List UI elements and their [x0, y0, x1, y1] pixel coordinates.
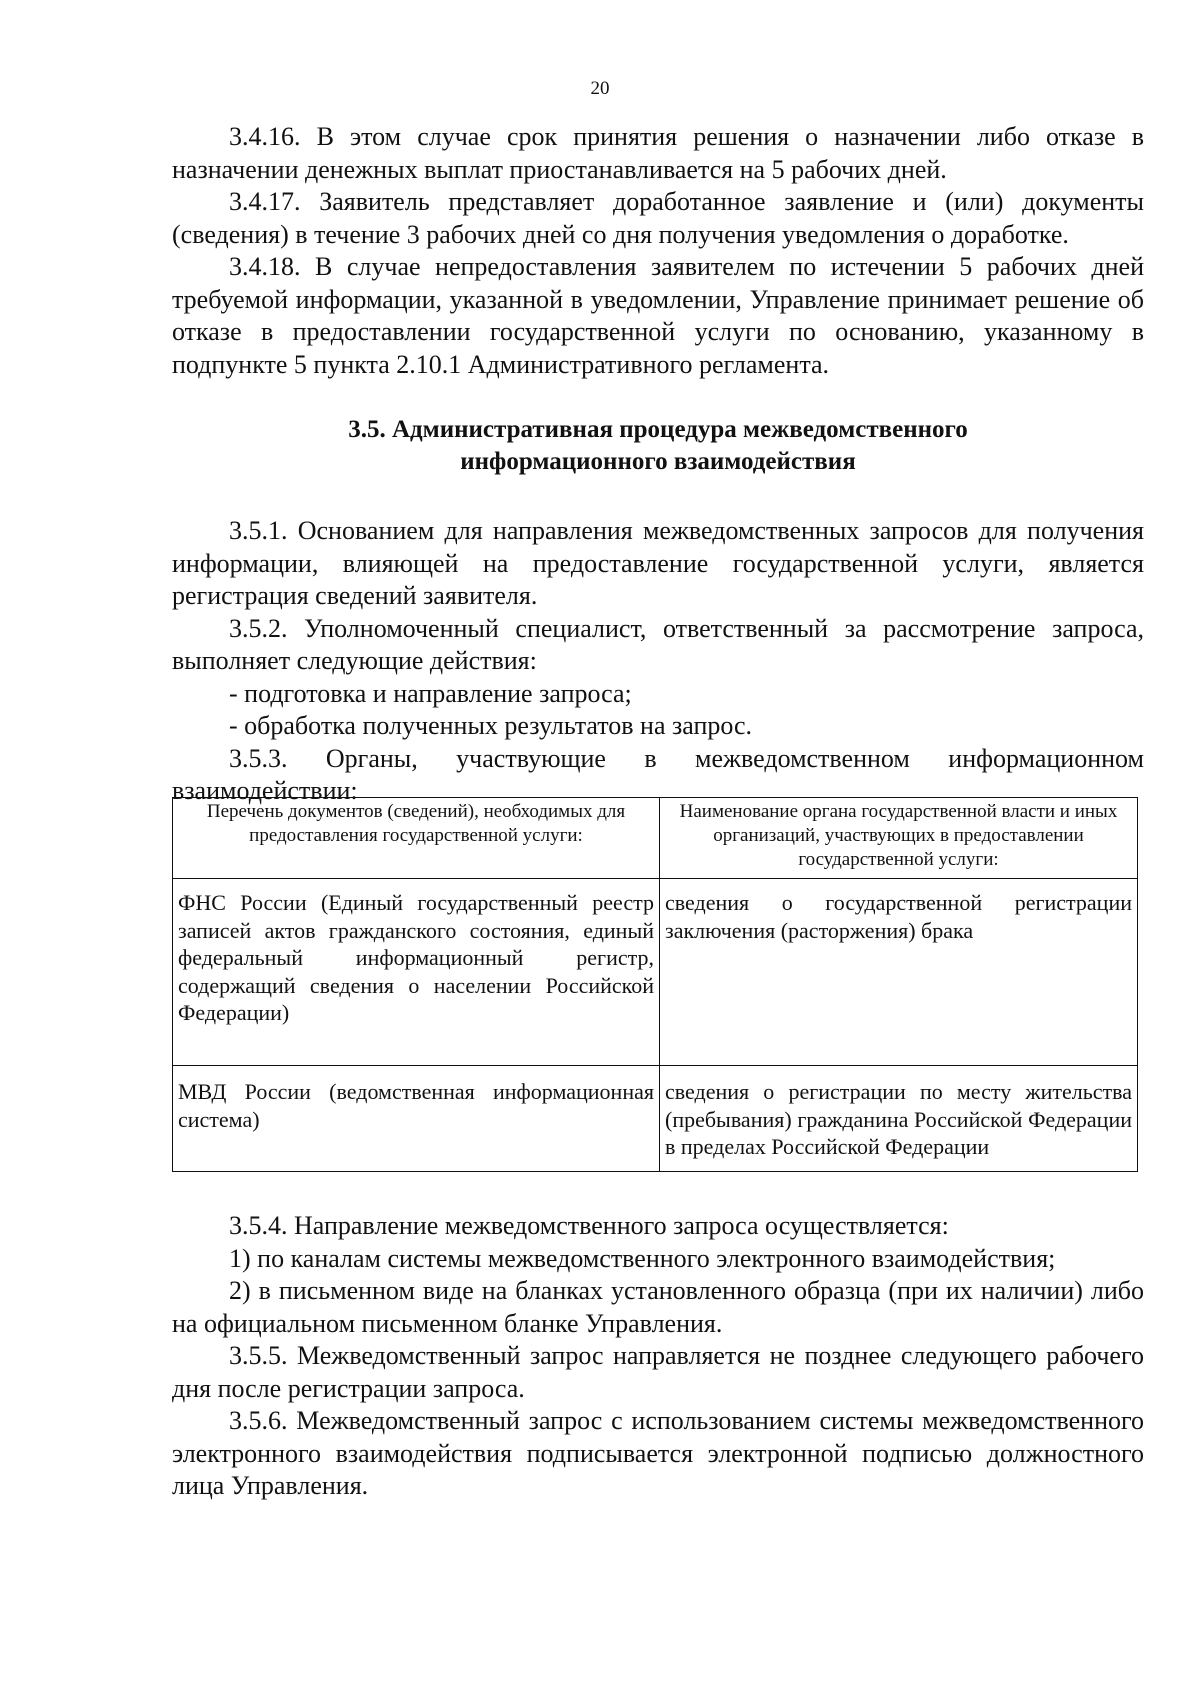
section-3-5-text-continued — [172, 1210, 1144, 1503]
interagency-table — [172, 797, 1138, 1172]
table-row — [173, 1066, 1138, 1172]
table-header-row — [173, 798, 1138, 879]
channel-item-2: 2) в письменном виде на бланках установленного образца (при их наличии) либо на официальном письменном бланке Управления. — [172, 1276, 1144, 1338]
table-row — [173, 879, 1138, 1066]
action-item-1: - подготовка и направление запроса; — [229, 678, 632, 708]
action-item-2: - обработка полученных результатов на запрос. — [229, 711, 753, 740]
heading-line-2: информационного взаимодействия — [460, 448, 856, 475]
table-header-authority: Наименование органа государственной власти и иных организаций, участвующих в предоставлении государственной услуги: — [660, 798, 1138, 879]
table-cell-mvd: МВД России (ведомственная информационная система) — [173, 1066, 660, 1172]
table-cell-fns: ФНС России (Единый государственный реестр записей актов гражданского состояния, единый федеральный информационный регистр, содержащий сведения о населении Российской Федерации) — [173, 879, 660, 1066]
channel-item-1: 1) по каналам системы межведомственного электронного взаимодействия; — [229, 1243, 1056, 1273]
table-header-documents: Перечень документов (сведений), необходимых для предоставления государственной услуги: — [173, 798, 660, 879]
table-cell-residence: сведения о регистрации по месту жительства (пребывания) гражданина Российской Федерации в пределах Российской Федерации — [660, 1066, 1138, 1172]
section-3-4-text — [172, 121, 1144, 381]
paragraph-3-5-6: 3.5.6. Межведомственный запрос с использованием системы межведомственного электронного взаимодействия подписывается электронной подписью должностного лица Управления. — [172, 1406, 1144, 1500]
paragraph-3-5-4: 3.5.4. Направление межведомственного запроса осуществляется: — [229, 1211, 949, 1240]
paragraph-3-4-16: 3.4.16. В этом случае срок принятия решения о назначении либо отказе в назначении денежных выплат приостанавливается на 5 рабочих дней. — [172, 122, 1144, 184]
paragraph-3-5-3: 3.5.3. Органы, участвующие в межведомственном информационном взаимодействии: — [172, 743, 1144, 805]
page-number: 20 — [590, 78, 610, 99]
paragraph-3-5-2: 3.5.2. Уполномоченный специалист, ответственный за рассмотрение запроса, выполняет следующие действия: — [172, 613, 1144, 675]
paragraph-3-4-17: 3.4.17. Заявитель представляет доработанное заявление и (или) документы (сведения) в течение 3 рабочих дней со дня получения уведомления о доработке. — [172, 187, 1144, 249]
paragraph-3-5-5: 3.5.5. Межведомственный запрос направляется не позднее следующего рабочего дня после регистрации запроса. — [172, 1341, 1144, 1403]
section-3-5-text — [172, 515, 1144, 808]
section-heading-3-5 — [172, 414, 1144, 478]
paragraph-3-4-18: 3.4.18. В случае непредоставления заявителем по истечении 5 рабочих дней требуемой информации, указанной в уведомлении, Управление принимает решение об отказе в предоставлении государственной услуги по основанию, указанному в подпункте 5 пункта 2.10.1 Административного регламента. — [172, 252, 1144, 379]
table-cell-marriage: сведения о государственной регистрации заключения (расторжения) брака — [660, 879, 1138, 1066]
heading-line-1: 3.5. Административная процедура межведомственного — [348, 416, 968, 443]
paragraph-3-5-1: 3.5.1. Основанием для направления межведомственных запросов для получения информации, влияющей на предоставление государственной услуги, является регистрация сведений заявителя. — [172, 516, 1144, 610]
